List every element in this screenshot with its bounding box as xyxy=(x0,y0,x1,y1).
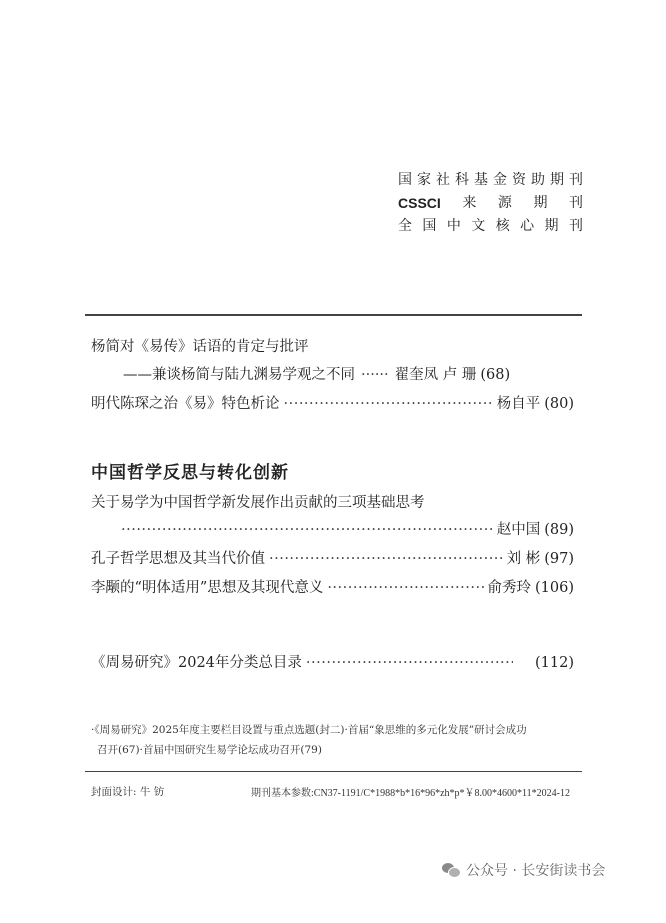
badge-char: 中 xyxy=(446,218,461,234)
toc-item-3-author: 赵中国 xyxy=(496,522,541,538)
toc-item-3-page: (89) xyxy=(544,522,574,538)
toc-item-4-page: (97) xyxy=(544,551,574,567)
badge-char: 资 xyxy=(512,172,526,188)
toc-item-1-title: 杨简对《易传》话语的肯定与批评 xyxy=(91,339,309,355)
badge-nssf xyxy=(398,169,583,192)
toc-leader xyxy=(306,653,513,673)
badge-char: 国 xyxy=(422,218,437,234)
toc-item-1-row xyxy=(123,365,574,385)
watermark xyxy=(442,860,605,880)
toc-item-6-row xyxy=(91,653,574,673)
toc-item-5-row xyxy=(91,578,574,598)
toc-item-2-author: 杨自平 xyxy=(496,396,541,412)
badge-char: 期 xyxy=(544,218,559,234)
badge-char: 期 xyxy=(533,195,548,211)
toc-item-3-row xyxy=(91,520,574,540)
badge-cssci xyxy=(398,192,583,215)
badge-char: 全 xyxy=(398,218,412,234)
toc-item-4-title: 孔子哲学思想及其当代价值 xyxy=(91,551,265,567)
bottom-rule xyxy=(85,771,582,772)
badge-char: 社 xyxy=(436,172,450,188)
badge-char: 金 xyxy=(493,172,507,188)
badge-char: 源 xyxy=(497,195,512,211)
badge-char: 刊 xyxy=(568,195,583,211)
toc-item-5-title: 李颙的“明体适用”思想及其现代意义 xyxy=(91,580,324,596)
notes-line-2: 召开(67)·首届中国研究生易学论坛成功召开(79) xyxy=(97,744,322,756)
cover-design-credit: 封面设计: 牛 钫 xyxy=(91,786,165,798)
toc-item-4-row xyxy=(91,549,574,569)
badge-char: 来 xyxy=(462,195,477,211)
toc-item-3-title: 关于易学为中国哲学新发展作出贡献的三项基础思考 xyxy=(91,495,425,511)
badge-char: 助 xyxy=(531,172,545,188)
toc-leader xyxy=(284,394,493,414)
toc-item-1-subtitle: ——兼谈杨简与陆九渊易学观之不同 xyxy=(123,367,355,383)
watermark-text: 公众号 · 长安街读书会 xyxy=(466,863,606,879)
badge-char: 心 xyxy=(520,218,535,234)
badge-char: 期 xyxy=(550,172,564,188)
toc-item-4-author: 刘 彬 xyxy=(506,551,541,567)
toc-item-1-author: 翟奎凤 卢 珊 xyxy=(394,367,477,383)
badge-char: 国 xyxy=(398,172,412,188)
journal-badges xyxy=(398,169,583,238)
toc-item-6-page: (112) xyxy=(535,655,574,671)
badge-char: 刊 xyxy=(568,218,583,234)
toc-item-2-title: 明代陈琛之治《易》特色析论 xyxy=(91,396,280,412)
toc-item-2-page: (80) xyxy=(544,396,574,412)
wechat-icon xyxy=(442,862,460,878)
section-heading: 中国哲学反思与转化创新 xyxy=(91,463,289,483)
toc-item-1-page: (68) xyxy=(480,367,511,383)
toc-leader xyxy=(269,549,503,569)
toc-item-6-title: 《周易研究》2024年分类总目录 xyxy=(91,655,302,671)
top-rule xyxy=(85,314,582,316)
badge-char: 核 xyxy=(495,218,510,234)
badge-char: CSSCI xyxy=(398,195,441,211)
notes xyxy=(91,720,576,760)
toc-item-5-author: 俞秀玲 xyxy=(487,580,531,596)
badge-char: 家 xyxy=(417,172,431,188)
notes-line-1: ·《周易研究》2025年度主要栏目设置与重点选题(封二)·首届“象思维的多元化发展”研讨会成功 xyxy=(91,724,527,736)
journal-parameters: 期刊基本参数:CN37-1191/C*1988*b*16*96*zh*p*￥8.00*4600*11*2024-12 xyxy=(251,788,570,799)
toc-leader xyxy=(327,578,483,598)
toc-item-5-page: (106) xyxy=(535,580,574,596)
badge-char: 科 xyxy=(455,172,469,188)
badge-core xyxy=(398,215,583,238)
badge-char: 文 xyxy=(471,218,486,234)
badge-char: 刊 xyxy=(569,172,583,188)
toc-leader xyxy=(121,520,493,540)
toc-leader: ······ xyxy=(361,367,389,383)
toc-item-2-row xyxy=(91,394,574,414)
badge-char: 基 xyxy=(474,172,488,188)
